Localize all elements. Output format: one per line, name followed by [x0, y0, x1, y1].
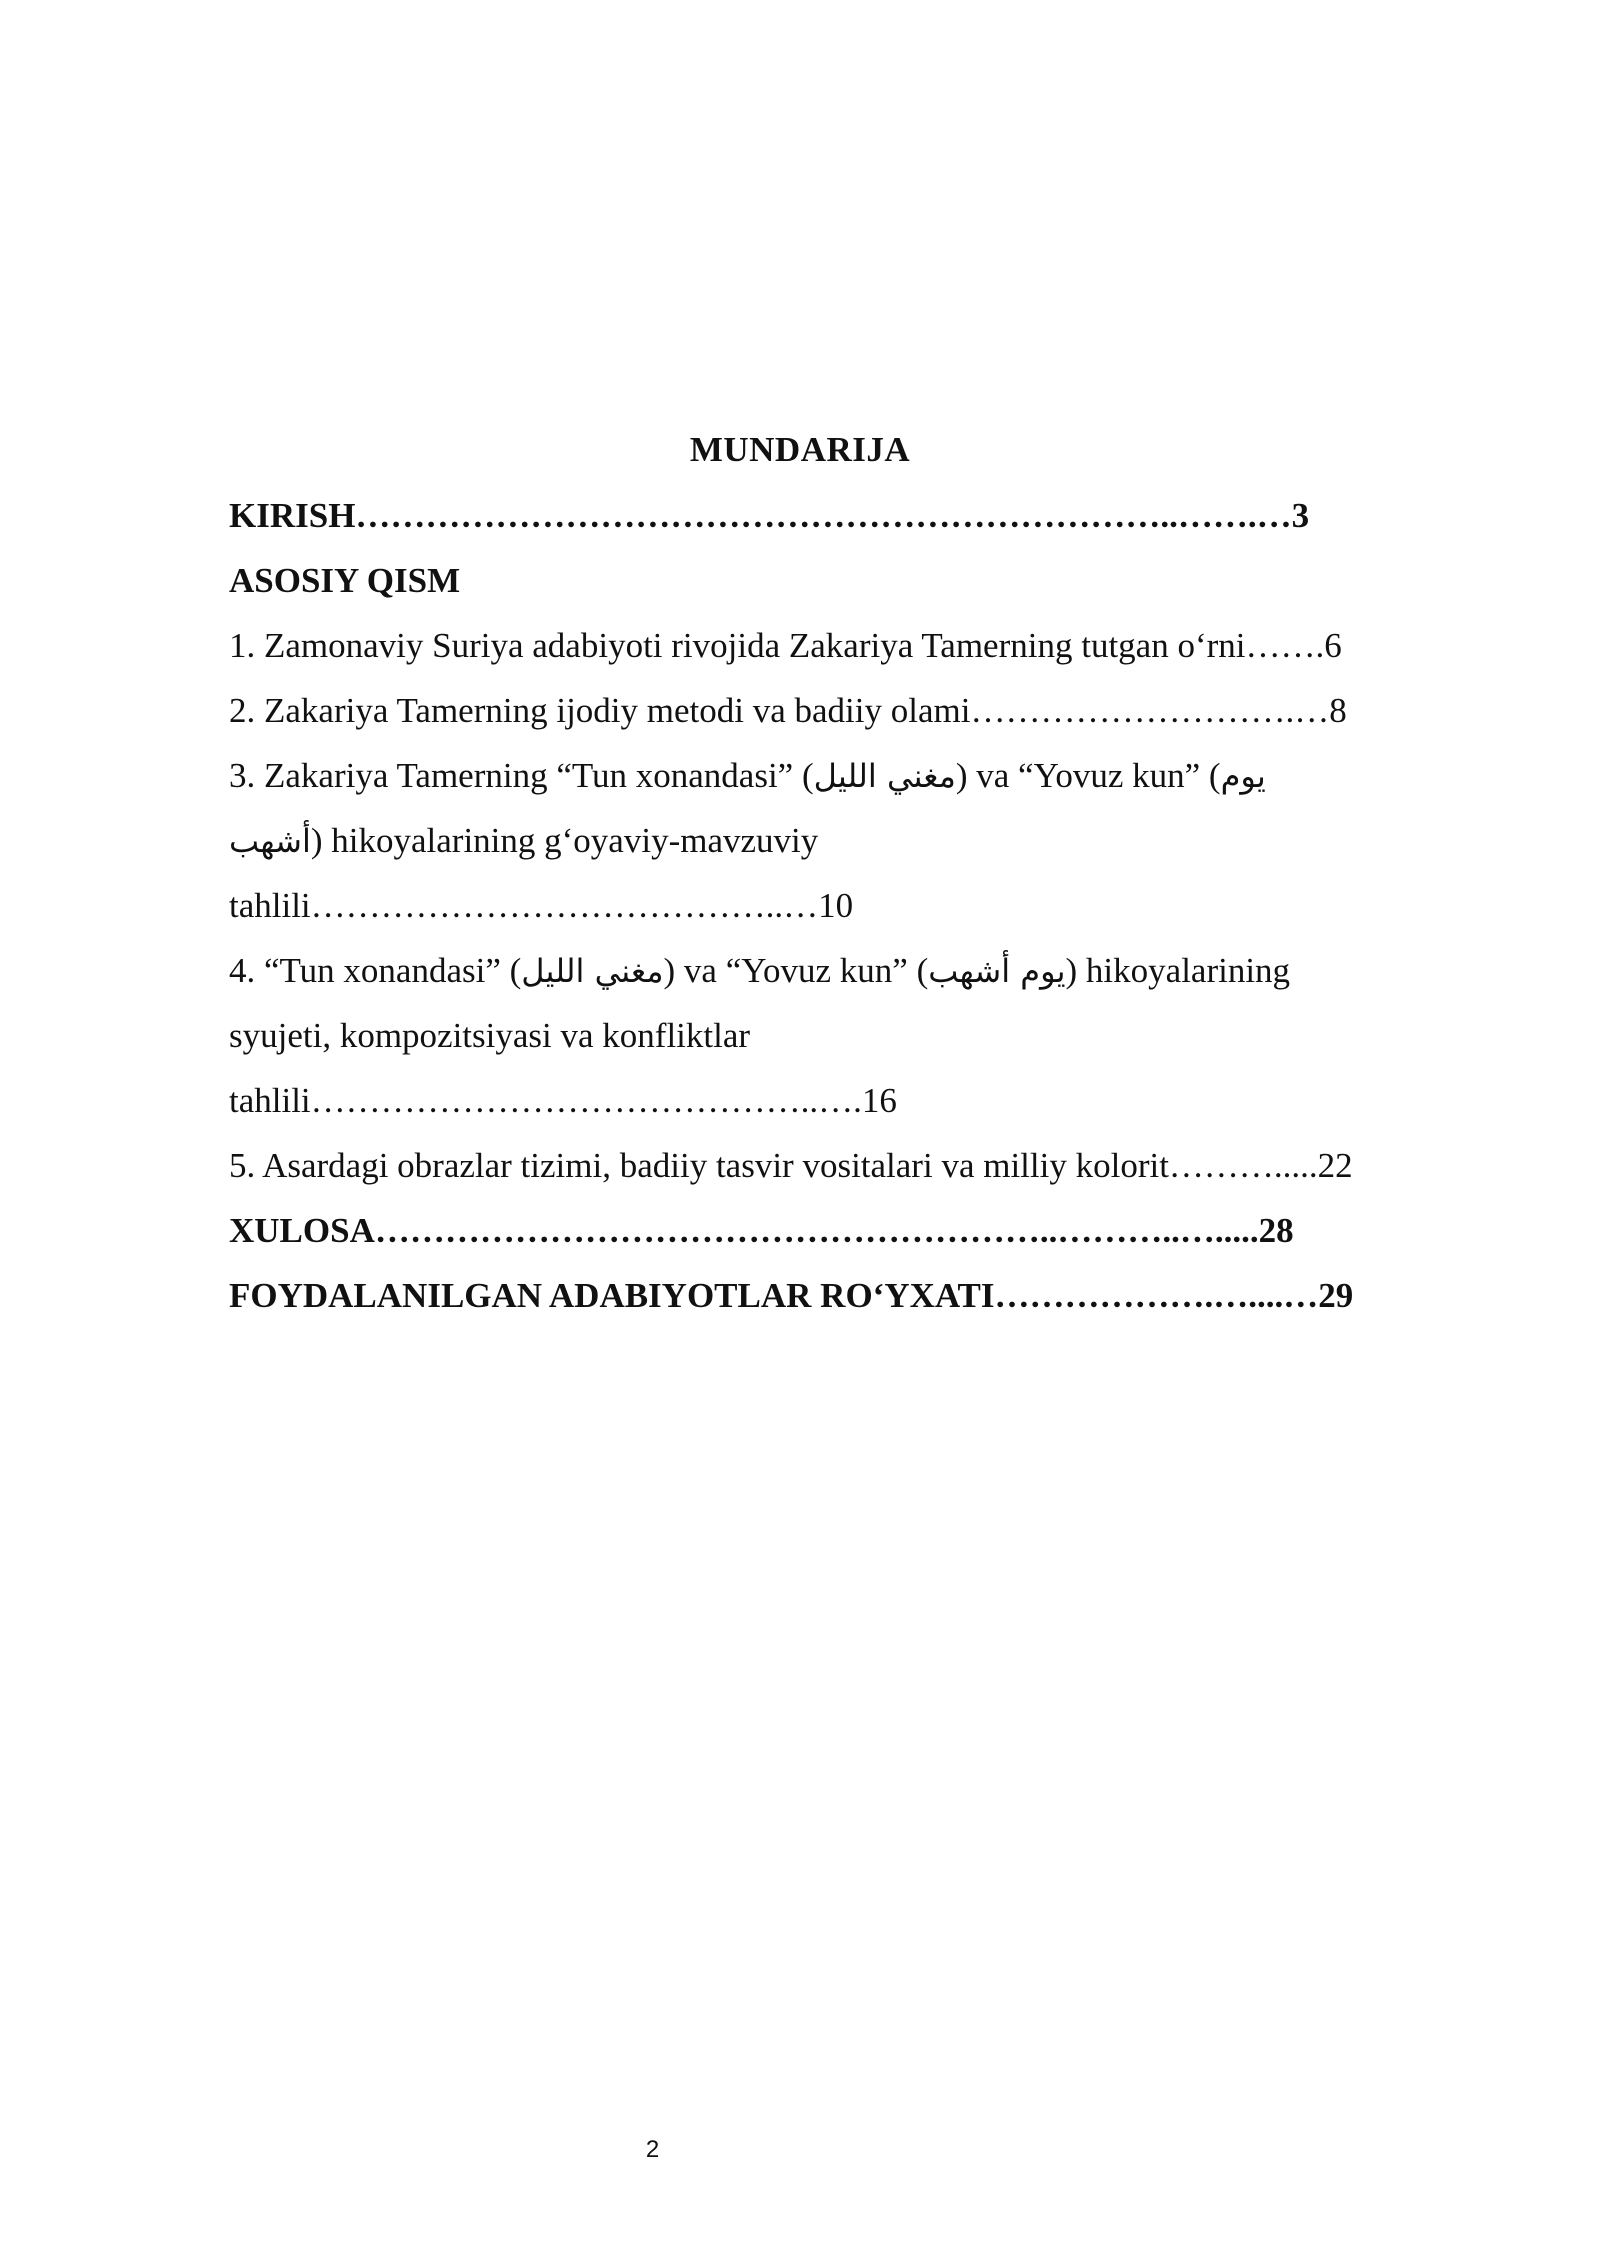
- toc-entry-4-text: ) va “Yovuz kun” (: [663, 951, 929, 990]
- toc-entry-3-text: 3. Zakariya Tamerning “Tun xonandasi” (: [229, 756, 814, 795]
- toc-entry-4-line-3[interactable]: tahlili……………………………………..….16: [229, 1081, 897, 1120]
- toc-entry-4-text: ) hikoyalarining: [1065, 951, 1291, 990]
- toc-entry-4-arabic-title-1: مغني الليل: [521, 952, 664, 990]
- toc-entry-kirish[interactable]: KIRISH……………………………………………………………..…….…3: [229, 496, 1310, 535]
- toc-entry-3-text: ) va “Yovuz kun” (: [955, 756, 1221, 795]
- toc-entry-1[interactable]: 1. Zamonaviy Suriya adabiyoti rivojida Zakariya Tamerning tutgan o‘rni…….6: [229, 626, 1342, 665]
- page-number: 2: [645, 2136, 660, 2163]
- toc-entry-3-line-1[interactable]: [229, 751, 1449, 816]
- toc-entry-4-arabic-title-2: يوم أشهب: [928, 952, 1066, 990]
- toc-section-asosiy-qism: ASOSIY QISM: [229, 561, 461, 600]
- toc-entry-foydalanilgan-adabiyotlar[interactable]: FOYDALANILGAN ADABIYOTLAR RO‘YXATI……………….…....…29: [229, 1276, 1354, 1315]
- toc-entry-3-arabic-title-2: يوم: [1220, 757, 1266, 795]
- toc-entry-3-arabic-title-1: مغني الليل: [813, 757, 956, 795]
- toc-entry-3-line-3[interactable]: tahlili…………………………………..…10: [229, 886, 854, 925]
- toc-entry-5[interactable]: 5. Asardagi obrazlar tizimi, badiiy tasvir vositalari va milliy kolorit……….....22: [229, 1146, 1353, 1185]
- table-of-contents: [229, 491, 1449, 1336]
- toc-entry-4-line-2[interactable]: syujeti, kompozitsiyasi va konfliktlar: [229, 1016, 751, 1055]
- toc-entry-3-line-2[interactable]: [229, 816, 1449, 881]
- toc-entry-3-text: ) hikoyalarining g‘oyaviy-mavzuviy: [310, 821, 819, 860]
- toc-entry-4-text: 4. “Tun xonandasi” (: [229, 951, 522, 990]
- page-title: MUNDARIJA: [689, 430, 911, 469]
- toc-entry-3-arabic-title-2-continued: أشهب: [229, 822, 311, 860]
- toc-entry-2[interactable]: 2. Zakariya Tamerning ijodiy metodi va badiiy olami……………………….…8: [229, 691, 1347, 730]
- toc-entry-4-line-1[interactable]: [229, 946, 1449, 1011]
- toc-entry-xulosa[interactable]: XULOSA…………………………………………………..………..….....28: [229, 1211, 1294, 1250]
